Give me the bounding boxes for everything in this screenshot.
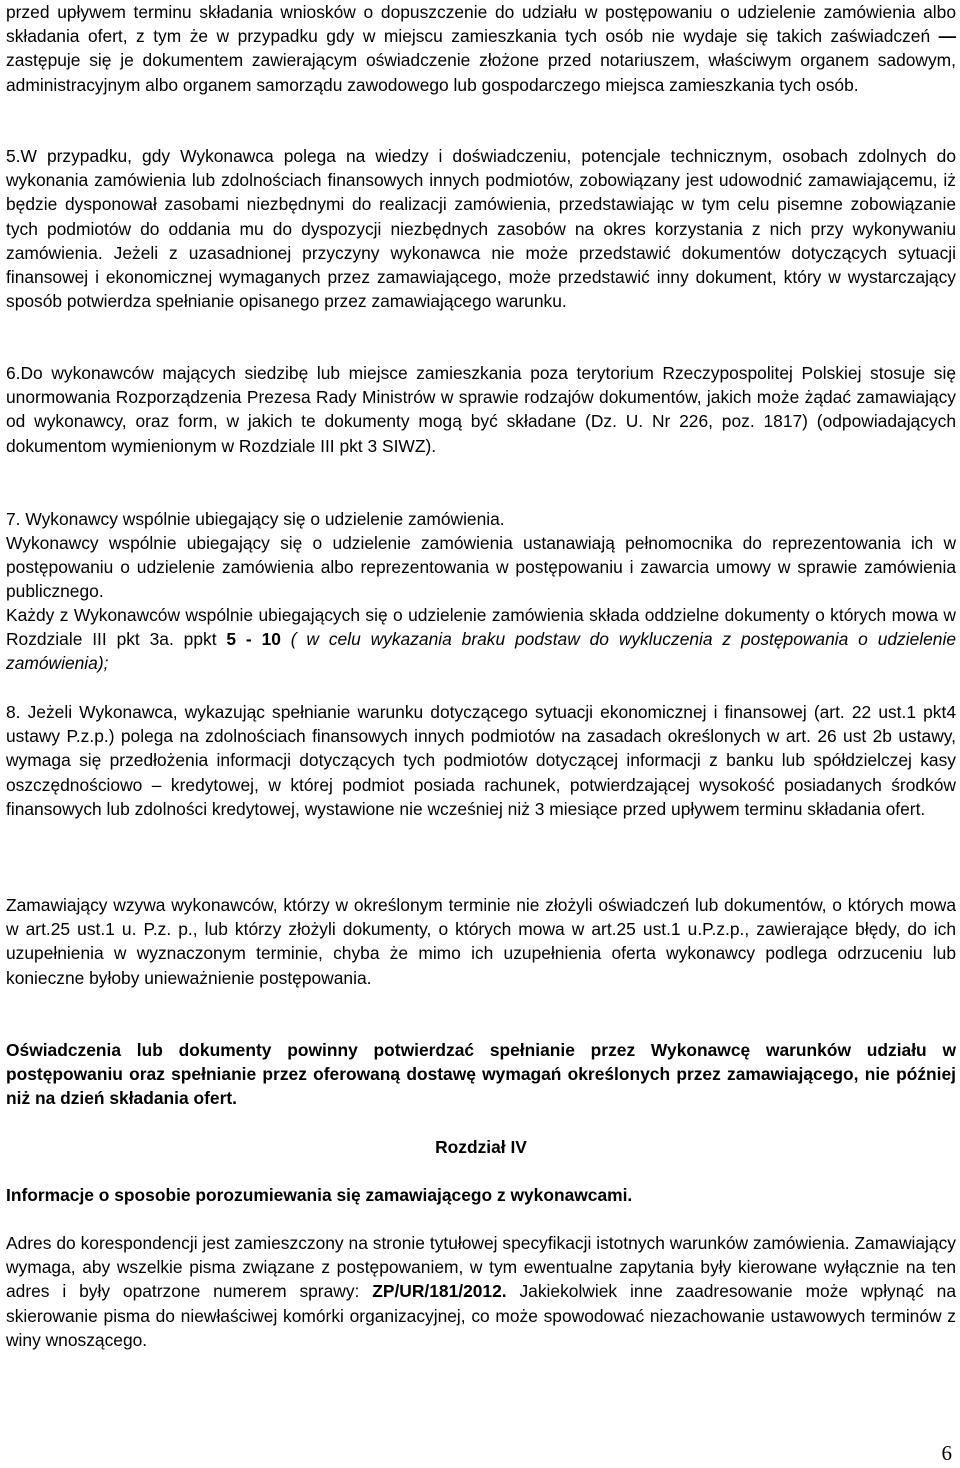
- paragraph-8: 8. Jeżeli Wykonawca, wykazując spełnianie warunku dotyczącego sytuacji ekonomicznej i finansowej (art. 22 ust.1 pkt4 ustawy P.z.p.) polega na zdolnościach finansowych innych podmiotów na zasadach określonych w art. 26 ust 2b ustawy, wymaga się przedłożenia informacji dotyczących tych podmiotów dotyczącej informacji z banku lub spółdzielczej kasy oszczędnościowo – kredytowej, w której podmiot posiada rachunek, potwierdzającej wysokość posiadanych środków finansowych lub zdolności kredytowej, wystawione nie wcześniej niż 3 miesiące przed upływem terminu składania ofert.: [6, 702, 956, 819]
- em-dash: —: [930, 26, 956, 47]
- text-span: zastępuje się je dokumentem zawierającym oświadczenie złożone przed notariuszem, właściwym organem sadowym, administracyjnym albo organem samorządu zawodowego lub gospodarczego miejsca zamieszkania tych osób.: [6, 50, 956, 95]
- paragraph-continuation: [6, 0, 956, 97]
- page-number: 6: [941, 1441, 952, 1465]
- paragraph-6: 6.Do wykonawców mających siedzibę lub miejsce zamieszkania poza terytorium Rzeczypospolitej Polskiej stosuje się unormowania Rozporządzenia Prezesa Rady Ministrów w sprawie rodzajów dokumentów, jakich może żądać zamawiający od wykonawcy, oraz form, w jakich te dokumenty mogą być składane (Dz. U. Nr 226, poz. 1817) (odpowiadających dokumentom wymienionym w Rozdziale III pkt 3 SIWZ).: [6, 363, 956, 456]
- text-span: Adres do korespondencji jest zamieszczony na stronie tytułowej specyfikacji istotnych warunków zamówienia. Zamawiający wymaga, aby wszelkie pisma związane z postępowaniem, w tym ewentualne zapytania były kierowane wyłącznie na ten adres i były opatrzone numerem sprawy:: [6, 1233, 956, 1302]
- bold-range: 5 - 10: [226, 629, 281, 650]
- text-span: przed upływem terminu składania wniosków o dopuszczenie do udziału w postępowaniu o udzielenie zamówienia albo składania ofert, z tym że w przypadku gdy w miejscu zamieszkania tych osób nie wydaje się takich zaświadczeń: [6, 2, 956, 47]
- italic-note: ( w celu wykazania braku podstaw do wykluczenia z postępowania o udzielenie zamówienia);: [6, 629, 957, 674]
- chapter-subtitle: Informacje o sposobie porozumiewania się zamawiającego z wykonawcami.: [6, 1185, 633, 1205]
- text-span: Jakiekolwiek inne zaadresowanie może wpłynąć na skierowanie pisma do niewłaściwej komórki organizacyjnej, co może spowodować niezachowanie ustawowych terminów z winy wnoszącego.: [6, 1281, 957, 1350]
- paragraph-7-heading: 7. Wykonawcy wspólnie ubiegający się o udzielenie zamówienia.: [6, 509, 505, 529]
- paragraph-7-body-1: Wykonawcy wspólnie ubiegający się o udzielenie zamówienia ustanawiają pełnomocnika do reprezentowania ich w postępowaniu o udzielenie zamówienia albo reprezentowania w postępowaniu i zawarcia umowy w sprawie zamówienia publicznego.: [6, 533, 956, 602]
- paragraph-11: [6, 1231, 956, 1352]
- chapter-title: Rozdział IV: [435, 1137, 527, 1157]
- paragraph-5: 5.W przypadku, gdy Wykonawca polega na wiedzy i doświadczeniu, potencjale technicznym, osobach zdolnych do wykonania zamówienia lub zdolnościach finansowych innych podmiotów, zobowiązany jest udowodnić zamawiającemu, iż będzie dysponował zasobami niezbędnymi do realizacji zamówienia, przedstawiając w tym celu pisemne zobowiązanie tych podmiotów do oddania mu do dyspozycji niezbędnych zasobów na okres korzystania z nich przy wykonywaniu zamówienia. Jeżeli z uzasadnionej przyczyny wykonawca nie może przedstawić dokumentów dotyczących sytuacji finansowej i ekonomicznej wymaganych przez zamawiającego, może przedstawić inny dokument, który w wystarczający sposób potwierdza spełnianie opisanego przez zamawiającego warunku.: [6, 146, 956, 312]
- paragraph-7-body-2: [6, 603, 956, 676]
- text-span: Każdy z Wykonawców wspólnie ubiegających się o udzielenie zamówienia składa oddzielne dokumenty o których mowa w Rozdziale III pkt 3a. ppkt: [6, 605, 956, 650]
- paragraph-9: Zamawiający wzywa wykonawców, którzy w określonym terminie nie złożyli oświadczeń lub dokumentów, o których mowa w art.25 ust.1 u. P.z. p., lub którzy złożyli dokumenty, o których mowa w art.25 ust.1 u.P.z.p., zawierające błędy, do ich uzupełnienia w wyznaczonym terminie, chyba że mimo ich uzupełnienia oferta wykonawcy podlega odrzuceniu lub konieczne byłoby unieważnienie postępowania.: [6, 895, 956, 988]
- paragraph-10-bold: Oświadczenia lub dokumenty powinny potwierdzać spełnianie przez Wykonawcę warunków udziału w postępowaniu oraz spełnianie przez oferowaną dostawę wymagań określonych przez zamawiającego, nie później niż na dzień składania ofert.: [6, 1040, 956, 1109]
- case-number: ZP/UR/181/2012.: [372, 1281, 507, 1302]
